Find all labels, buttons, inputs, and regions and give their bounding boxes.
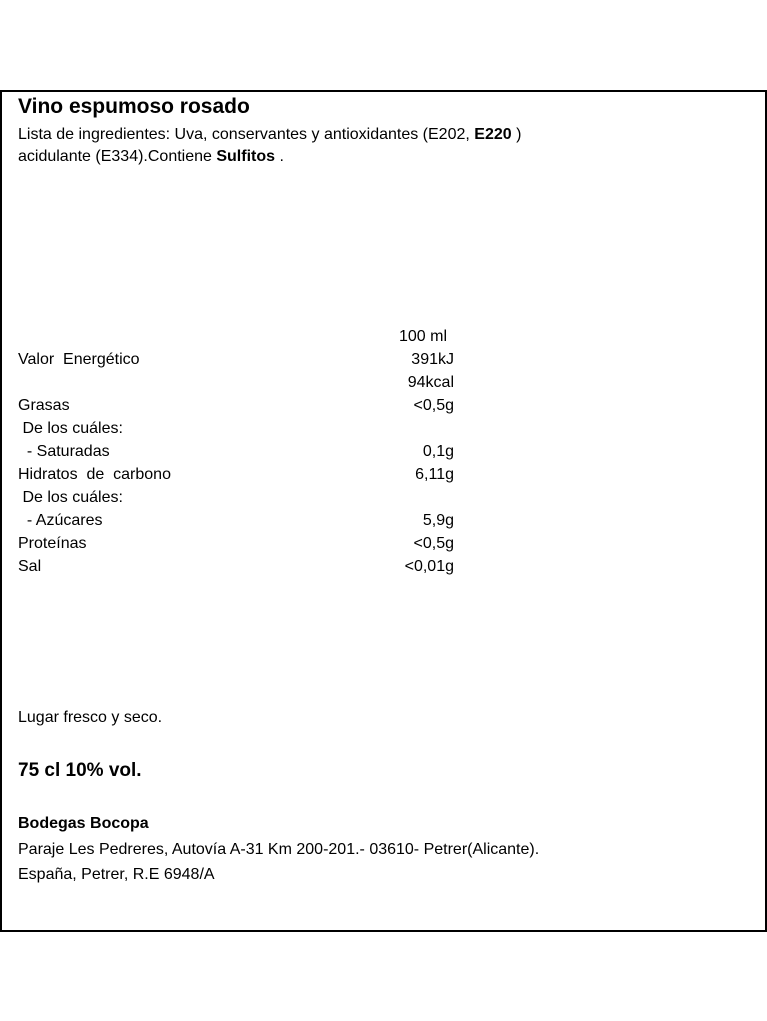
nutrition-row-value: 6,11g xyxy=(415,466,454,483)
ingredients-text-end: . xyxy=(275,148,284,165)
nutrition-row-name: - Saturadas xyxy=(18,443,110,460)
nutrition-row-name: Proteínas xyxy=(18,535,87,552)
allergen-e220: E220 xyxy=(474,126,512,143)
nutrition-row-name: Valor Energético xyxy=(18,351,140,368)
nutrition-row-name: De los cuáles: xyxy=(18,489,123,506)
nutrition-row-value: <0,01g xyxy=(404,558,454,575)
storage-text: Lugar fresco y seco. xyxy=(18,709,163,726)
ingredients-text-end: ) xyxy=(511,126,522,143)
producer-name: Bodegas Bocopa xyxy=(18,815,149,832)
nutrition-row-name: De los cuáles: xyxy=(18,420,123,437)
nutrition-row-value: 5,9g xyxy=(422,512,454,529)
nutrition-row-name: Sal xyxy=(18,558,42,575)
nutrition-row-value: 0,1g xyxy=(422,443,454,460)
allergen-sulfitos: Sulfitos xyxy=(216,148,276,165)
nutrition-row-value: 391kJ xyxy=(411,351,454,368)
nutrition-row-value: 94kcal xyxy=(407,374,454,391)
nutrition-row-value: <0,5g xyxy=(413,535,454,552)
nutrition-per-header: 100 ml xyxy=(399,328,448,345)
ingredients-text: Lista de ingredientes: Uva, conservantes y antioxidantes (E202, xyxy=(18,126,475,143)
ingredients-line-1 xyxy=(18,126,521,144)
label-box xyxy=(0,90,767,932)
nutrition-row-value: <0,5g xyxy=(413,397,454,414)
ingredients-line-2 xyxy=(18,148,284,166)
nutrition-row-name: Grasas xyxy=(18,397,70,414)
producer-registry: España, Petrer, R.E 6948/A xyxy=(18,866,215,883)
product-title: Vino espumoso rosado xyxy=(18,95,250,118)
volume-abv: 75 cl 10% vol. xyxy=(18,760,142,781)
ingredients-text: acidulante (E334).Contiene xyxy=(18,148,217,165)
producer-address: Paraje Les Pedreres, Autovía A-31 Km 200-201.- 03610- Petrer(Alicante). xyxy=(18,841,540,858)
nutrition-row-name: Hidratos de carbono xyxy=(18,466,171,483)
nutrition-row-name: - Azúcares xyxy=(18,512,103,529)
